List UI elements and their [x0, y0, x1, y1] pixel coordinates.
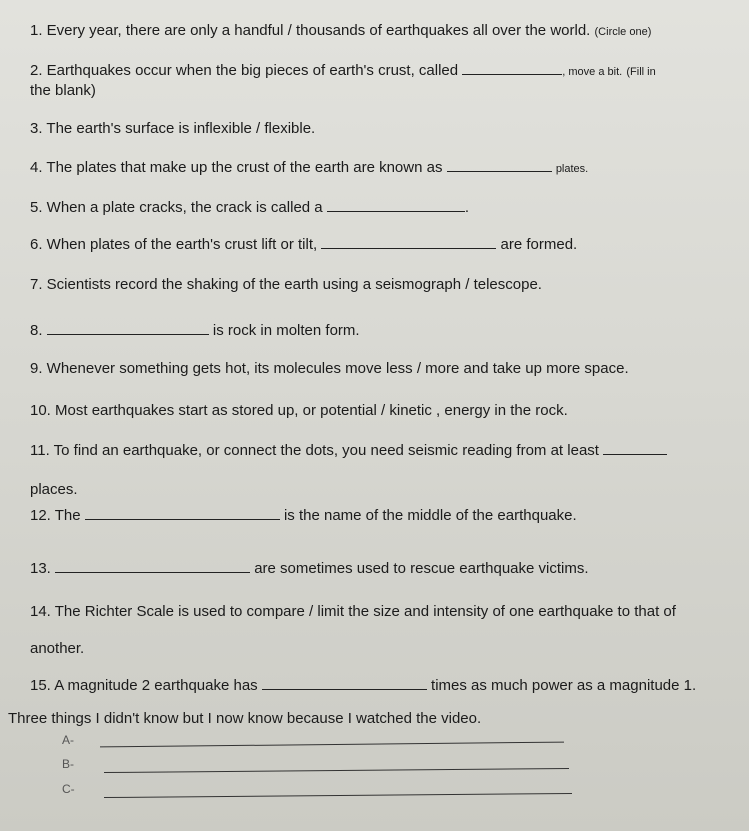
question-14-line2-text: another. — [30, 640, 85, 657]
question-13-text: 13. — [30, 560, 51, 577]
question-9-text: 9. Whenever something gets hot, its molecules move less / more and take up more space. — [30, 360, 629, 377]
question-2-text: 2. Earthquakes occur when the big pieces of earth's crust, called — [30, 62, 459, 79]
question-13 — [30, 560, 589, 578]
question-6-blank[interactable] — [321, 236, 496, 249]
question-1-note: (Circle one) — [594, 26, 652, 38]
question-6-text: 6. When plates of the earth's crust lift or tilt, — [30, 236, 318, 253]
question-11-line2-text: places. — [30, 481, 78, 498]
question-11 — [30, 442, 667, 460]
answer-a-label: A- — [62, 733, 74, 747]
question-12-post: is the name of the middle of the earthquake. — [283, 507, 577, 524]
question-2-line2 — [30, 82, 96, 100]
question-8-blank[interactable] — [47, 322, 209, 335]
question-2-post: , move a bit. — [562, 66, 623, 78]
answer-a-line[interactable] — [100, 742, 564, 748]
question-5-blank[interactable] — [327, 199, 465, 212]
question-14-text: 14. The Richter Scale is used to compare / limit the size and intensity of one earthquake to that of — [30, 603, 676, 620]
question-11-text: 11. To find an earthquake, or connect the dots, you need seismic reading from at least — [30, 442, 599, 459]
question-7-text: 7. Scientists record the shaking of the earth using a seismograph / telescope. — [30, 276, 542, 293]
question-13-post: are sometimes used to rescue earthquake victims. — [254, 560, 589, 577]
question-1 — [30, 22, 651, 41]
question-4 — [30, 159, 588, 178]
question-11-line2 — [30, 481, 78, 499]
question-6-post: are formed. — [500, 236, 578, 253]
question-11-blank[interactable] — [603, 442, 667, 455]
question-5-text: 5. When a plate cracks, the crack is called a — [30, 199, 323, 216]
question-12 — [30, 507, 577, 525]
question-4-text: 4. The plates that make up the crust of the earth are known as — [30, 159, 443, 176]
question-2 — [30, 62, 656, 81]
question-3-text: 3. The earth's surface is inflexible / flexible. — [30, 120, 316, 137]
question-8 — [30, 322, 360, 340]
question-15 — [30, 677, 696, 695]
question-15-blank[interactable] — [262, 677, 427, 690]
question-2-blank[interactable] — [462, 62, 562, 75]
question-5 — [30, 199, 469, 217]
question-14 — [30, 603, 676, 621]
question-6 — [30, 236, 577, 254]
question-4-blank[interactable] — [447, 159, 552, 172]
question-13-blank[interactable] — [55, 560, 250, 573]
question-10-text: 10. Most earthquakes start as stored up, or potential / kinetic , energy in the rock. — [30, 402, 568, 419]
question-12-blank[interactable] — [85, 507, 280, 520]
question-5-post: . — [464, 199, 469, 216]
question-15-text: 15. A magnitude 2 earthquake has — [30, 677, 258, 694]
question-9 — [30, 360, 629, 378]
question-14-line2 — [30, 640, 84, 658]
answer-c-line[interactable] — [104, 793, 572, 798]
question-2-note: (Fill in — [626, 66, 656, 78]
question-15-post: times as much power as a magnitude 1. — [431, 677, 697, 694]
question-3 — [30, 120, 315, 138]
question-8-post: is rock in molten form. — [212, 322, 360, 339]
question-1-text: 1. Every year, there are only a handful / thousands of earthquakes all over the world. — [30, 22, 591, 39]
question-2-line2-text: the blank) — [30, 82, 96, 99]
question-7 — [30, 276, 542, 294]
question-10 — [30, 402, 568, 420]
three-things-heading — [8, 710, 481, 728]
answer-c-label: C- — [62, 782, 75, 796]
question-8-text: 8. — [30, 322, 43, 339]
question-4-post: plates. — [555, 163, 589, 175]
question-12-text: 12. The — [30, 507, 81, 524]
answer-b-label: B- — [62, 757, 74, 771]
answer-b-line[interactable] — [104, 768, 569, 773]
three-things-heading-text: Three things I didn't know but I now know because I watched the video. — [8, 710, 482, 727]
